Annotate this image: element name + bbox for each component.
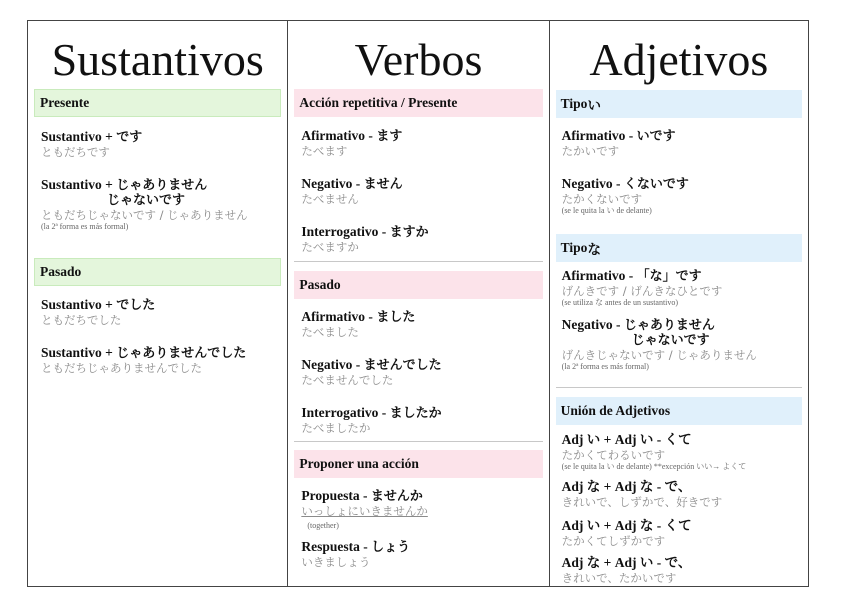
example: たべますか — [301, 240, 359, 254]
rule-label: Negativo - — [301, 357, 364, 372]
rule-label: Interrogativo - — [301, 224, 390, 239]
rule-block — [301, 405, 542, 435]
rule-block — [562, 176, 802, 216]
rule-label: Afirmativo - — [301, 309, 377, 324]
rule-block — [41, 297, 281, 327]
section-label-jp: な — [587, 242, 601, 258]
rule-label: Sustantivo + — [41, 297, 117, 312]
rule-block — [562, 432, 802, 472]
rule-block — [41, 345, 281, 375]
example: たべません — [301, 192, 359, 206]
column-sustantivos — [28, 21, 288, 586]
section-header-presente: Presente — [34, 89, 281, 117]
section-label: Tipo — [560, 240, 588, 255]
rule-label: Negativo - — [301, 176, 364, 191]
note: (se le quita la い de delante) **excepción いい→ よくて — [561, 462, 747, 471]
rule-block — [562, 518, 802, 548]
rule-block — [301, 539, 542, 569]
note: (la 2ª forma es más formal) — [41, 222, 129, 231]
example: ともだちです — [41, 145, 110, 159]
rule-form: しょう — [371, 540, 411, 555]
example: たべましたか — [301, 421, 371, 435]
rule-block — [562, 479, 802, 509]
column-title: Adjetivos — [589, 34, 769, 85]
example: たべます — [301, 144, 348, 158]
example: ともだちじゃないです / じゃありません — [41, 208, 248, 222]
rule-label: Negativo - — [561, 317, 624, 332]
example: いっしょにいきませんか — [301, 504, 428, 518]
column-verbos — [288, 21, 549, 586]
rule-block — [562, 317, 802, 372]
note: (la 2ª forma es más formal) — [561, 362, 649, 371]
rule-label: Sustantivo + — [41, 345, 117, 360]
rule-block — [301, 224, 542, 254]
note: (together) — [307, 521, 339, 530]
rule-label: Afirmativo - — [561, 268, 637, 283]
rule-block — [562, 555, 802, 585]
rule-form: くないです — [623, 177, 689, 192]
example: たべました — [301, 325, 359, 339]
example: いきましょう — [301, 555, 371, 569]
rule-label: Negativo - — [561, 176, 624, 191]
rule-form-alt: じゃないです — [631, 333, 710, 348]
rule-form: ました — [376, 310, 416, 325]
column-title: Sustantivos — [51, 34, 264, 85]
rule-block — [562, 268, 802, 308]
rule-form: ません — [363, 177, 403, 192]
rule-form: Adj い + Adj い - くて — [561, 432, 692, 447]
rule-label: Propuesta - — [301, 488, 371, 503]
example: げんきじゃないです / じゃありません — [561, 348, 757, 362]
note: (se utiliza な antes de un sustantivo) — [561, 298, 679, 307]
rule-form: ますか — [389, 225, 429, 240]
column-title: Verbos — [354, 34, 483, 85]
rule-label: Interrogativo - — [301, 405, 390, 420]
column-adjetivos — [550, 21, 808, 586]
rule-form: でした — [116, 298, 156, 313]
example: げんきです / げんきなひとです — [561, 284, 723, 298]
rule-block — [301, 309, 542, 339]
rule-label: Sustantivo + — [41, 177, 117, 192]
rule-form: ませんでした — [363, 358, 442, 373]
rule-form: じゃありません — [116, 178, 208, 193]
example: きれいで、たかいです — [561, 571, 677, 585]
example: ともだちじゃありませんでした — [41, 361, 202, 375]
section-header-tipo-i — [556, 90, 802, 118]
section-label-jp: い — [587, 98, 601, 114]
note: (se le quita la い de delante) — [561, 206, 652, 215]
divider — [294, 441, 542, 442]
section-header-proponer: Proponer una acción — [294, 450, 542, 478]
rule-label: Afirmativo - — [301, 128, 377, 143]
rule-block — [41, 177, 281, 232]
example: たかくてしずかです — [561, 534, 666, 548]
example: きれいで、しずかで、好きです — [561, 495, 723, 509]
example: たかくてわるいです — [561, 448, 666, 462]
rule-form: 「な」です — [636, 269, 702, 284]
rule-form: ます — [376, 129, 403, 144]
section-header-accion: Acción repetitiva / Presente — [294, 89, 542, 117]
rule-form: Adj な + Adj な - で、 — [561, 479, 692, 494]
rule-label: Respuesta - — [301, 539, 372, 554]
rule-block — [301, 128, 542, 158]
example: たべませんでした — [301, 373, 394, 387]
rule-form: Adj な + Adj い - で、 — [561, 555, 692, 570]
section-header-union: Unión de Adjetivos — [556, 397, 802, 425]
divider — [556, 387, 802, 388]
rule-form: いです — [636, 129, 676, 144]
section-header-pasado: Pasado — [34, 258, 281, 286]
rule-label: Sustantivo + — [41, 129, 117, 144]
rule-form: Adj い + Adj な - くて — [561, 518, 692, 533]
rule-form: じゃありませんでした — [116, 346, 247, 361]
rule-form: じゃありません — [623, 318, 715, 333]
divider — [294, 261, 542, 262]
example: たかいです — [561, 144, 620, 158]
rule-form: ませんか — [370, 489, 423, 504]
example: ともだちでした — [41, 313, 122, 327]
rule-block — [41, 129, 281, 159]
rule-form: です — [116, 130, 143, 145]
rule-form: ましたか — [389, 406, 442, 421]
rule-block — [301, 488, 542, 531]
rule-block — [562, 128, 802, 158]
rule-block — [301, 176, 542, 206]
section-header-pasado: Pasado — [294, 271, 542, 299]
rule-form-alt: じゃないです — [107, 193, 186, 208]
section-header-tipo-na — [556, 234, 802, 262]
rule-block — [301, 357, 542, 387]
section-label: Tipo — [560, 96, 588, 111]
rule-label: Afirmativo - — [561, 128, 637, 143]
example: たかくないです — [561, 192, 643, 206]
grammar-chart — [27, 20, 809, 587]
